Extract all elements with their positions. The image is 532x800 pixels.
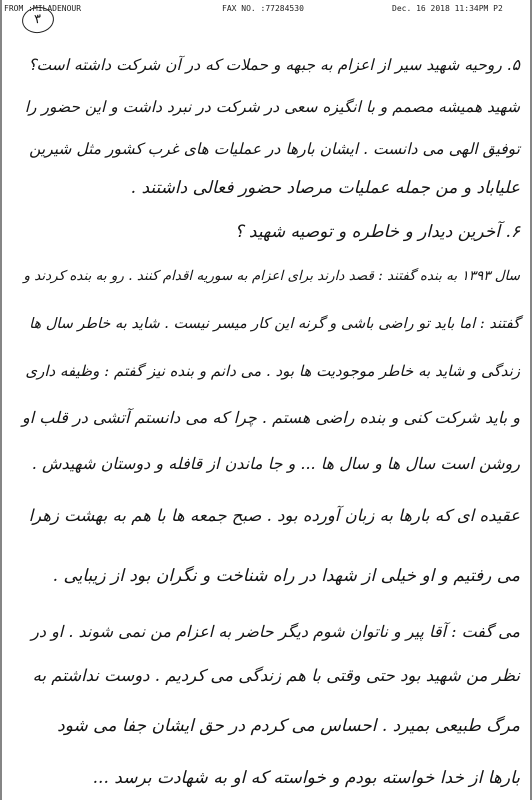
text-line-q5: ۵. روحیه شهید سیر از اعزام به جبهه و حملات که در آن شرکت داشته است؟ bbox=[28, 56, 520, 74]
text-line-q6: ۶. آخرین دیدار و خاطره و توصیه شهید ؟ bbox=[234, 222, 520, 242]
text-line: توفیق الهی می دانست . ایشان بارها در عملیات های غرب کشور مثل شیرین bbox=[29, 140, 520, 158]
text-line: و باید شرکت کنی و بنده راضی هستم . چرا که می دانستم آتشی در قلب او bbox=[21, 408, 520, 427]
text-line: نظر من شهید بود حتی وقتی با هم زندگی می کردیم . دوست نداشتم به bbox=[32, 666, 520, 685]
text-line: عقیده ای که بارها به زبان آورده بود . صبح جمعه ها با هم به بهشت زهرا bbox=[28, 506, 520, 525]
scan-edge-left bbox=[0, 0, 2, 800]
text-line: سال ۱۳۹۳ به بنده گفتند : قصد دارند برای اعزام به سوریه اقدام کنند . رو به بنده کردند و bbox=[23, 268, 520, 284]
page-number: ۳ bbox=[20, 5, 55, 35]
fax-number: FAX NO. :77284530 bbox=[222, 4, 304, 13]
fax-header bbox=[0, 0, 532, 22]
text-line: بارها از خدا خواسته بودم و خواسته که او به شهادت برسد ... bbox=[92, 768, 520, 788]
text-line: مرگ طبیعی بمیرد . احساس می کردم در حق ایشان جفا می شود bbox=[57, 716, 520, 736]
fax-from: FROM :MILADENOUR bbox=[4, 4, 82, 13]
text-line: علیاباد و من جمله عملیات مرصاد حضور فعالی داشتند . bbox=[130, 178, 520, 198]
text-line: شهید همیشه مصمم و با انگیزه سعی در شرکت در نبرد داشت و این حضور را bbox=[24, 98, 520, 116]
fax-date: Dec. 16 2018 11:34PM P2 bbox=[392, 4, 503, 13]
text-line: روشن است سال ها و سال ها ... و جا ماندن از قافله و دوستان شهیدش . bbox=[31, 454, 520, 473]
text-line: زندگی و شاید به خاطر موجودیت ها بود . می دانم و بنده نیز گفتم : وظیفه داری bbox=[25, 362, 520, 380]
text-line: می رفتیم و او خیلی از شهدا در راه شناخت و نگران بود از زیبایی . bbox=[52, 566, 520, 586]
text-line: گفتند : اما باید تو راضی باشی و گرنه این کار میسر نیست . شاید به خاطر سال ها bbox=[29, 316, 520, 332]
text-line: می گفت : آقا پیر و ناتوان شوم دیگر حاضر به اعزام من نمی شوند . او در bbox=[31, 622, 520, 641]
